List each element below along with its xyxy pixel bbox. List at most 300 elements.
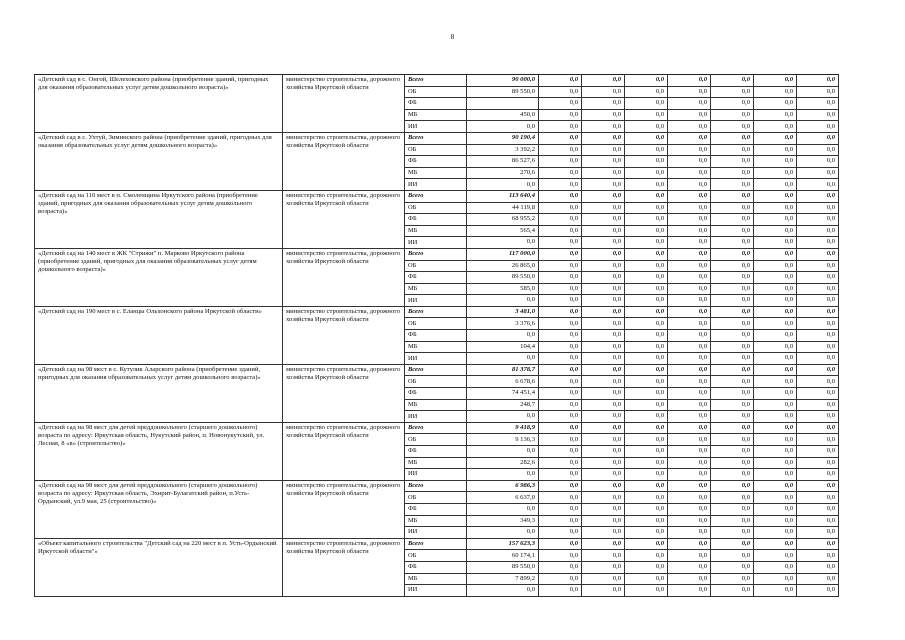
year-amount: 0,0	[797, 156, 839, 168]
total-amount: 104,4	[467, 341, 539, 353]
year-amount: 0,0	[797, 527, 839, 539]
year-amount: 0,0	[754, 341, 797, 353]
year-amount: 0,0	[582, 446, 625, 458]
total-amount: 7 899,2	[467, 573, 539, 585]
object-name: «Детский сад на 98 мест для детей преддошкольного (старшего дошкольного) возраста по адресу: Иркутская область, Нукутский район, п. Новонукутский, ул. Лесная, 8 «в» (строительство)»	[35, 422, 283, 480]
year-amount: 0,0	[797, 272, 839, 284]
year-amount: 0,0	[582, 353, 625, 365]
year-amount: 0,0	[539, 422, 582, 434]
year-amount: 0,0	[754, 561, 797, 573]
year-amount: 0,0	[797, 561, 839, 573]
object-group	[35, 190, 839, 248]
year-amount: 0,0	[668, 132, 711, 144]
year-amount: 0,0	[668, 237, 711, 249]
year-amount: 0,0	[668, 573, 711, 585]
year-amount: 0,0	[754, 573, 797, 585]
year-amount: 0,0	[797, 306, 839, 318]
year-amount: 0,0	[582, 202, 625, 214]
year-amount: 0,0	[625, 585, 668, 597]
year-amount: 0,0	[668, 283, 711, 295]
funding-source: МБ	[405, 109, 467, 121]
year-amount: 0,0	[711, 550, 754, 562]
year-amount: 0,0	[625, 411, 668, 423]
object-group	[35, 422, 839, 480]
year-amount: 0,0	[711, 132, 754, 144]
total-amount: 113 640,4	[467, 190, 539, 202]
total-amount: 565,4	[467, 225, 539, 237]
year-amount: 0,0	[582, 469, 625, 481]
year-amount: 0,0	[711, 353, 754, 365]
year-amount: 0,0	[711, 225, 754, 237]
year-amount: 0,0	[582, 132, 625, 144]
year-amount: 0,0	[797, 144, 839, 156]
year-amount: 0,0	[582, 98, 625, 110]
year-amount: 0,0	[668, 422, 711, 434]
year-amount: 0,0	[668, 341, 711, 353]
year-amount: 0,0	[625, 75, 668, 87]
year-amount: 0,0	[625, 260, 668, 272]
year-amount: 0,0	[668, 121, 711, 133]
total-amount: 157 623,3	[467, 538, 539, 550]
year-amount: 0,0	[754, 75, 797, 87]
total-amount: 86 527,6	[467, 156, 539, 168]
year-amount: 0,0	[668, 75, 711, 87]
funding-source: ИИ	[405, 527, 467, 539]
year-amount: 0,0	[625, 422, 668, 434]
total-amount: 0,0	[467, 237, 539, 249]
year-amount: 0,0	[754, 121, 797, 133]
total-amount: 89 550,0	[467, 561, 539, 573]
year-amount: 0,0	[625, 515, 668, 527]
total-amount: 450,0	[467, 109, 539, 121]
year-amount: 0,0	[754, 515, 797, 527]
funding-source: МБ	[405, 341, 467, 353]
year-amount: 0,0	[582, 179, 625, 191]
year-amount: 0,0	[539, 132, 582, 144]
year-amount: 0,0	[711, 283, 754, 295]
funding-source: ОБ	[405, 86, 467, 98]
year-amount: 0,0	[711, 144, 754, 156]
year-amount: 0,0	[625, 283, 668, 295]
year-amount: 0,0	[625, 156, 668, 168]
year-amount: 0,0	[539, 527, 582, 539]
year-amount: 0,0	[539, 585, 582, 597]
total-amount: 0,0	[467, 411, 539, 423]
total-amount: 0,0	[467, 179, 539, 191]
year-amount: 0,0	[539, 492, 582, 504]
year-amount: 0,0	[754, 446, 797, 458]
year-amount: 0,0	[668, 399, 711, 411]
total-amount	[467, 98, 539, 110]
year-amount: 0,0	[668, 515, 711, 527]
year-amount: 0,0	[582, 190, 625, 202]
year-amount: 0,0	[797, 550, 839, 562]
year-amount: 0,0	[754, 306, 797, 318]
year-amount: 0,0	[625, 109, 668, 121]
year-amount: 0,0	[625, 480, 668, 492]
year-amount: 0,0	[539, 144, 582, 156]
year-amount: 0,0	[582, 214, 625, 226]
year-amount: 0,0	[582, 585, 625, 597]
year-amount: 0,0	[754, 295, 797, 307]
year-amount: 0,0	[539, 538, 582, 550]
year-amount: 0,0	[797, 585, 839, 597]
year-amount: 0,0	[668, 109, 711, 121]
object-name: «Детский сад на 190 мест в с. Еланцы Ольхонского района Иркутской области»	[35, 306, 283, 364]
total-amount: 0,0	[467, 585, 539, 597]
year-amount: 0,0	[711, 515, 754, 527]
year-amount: 0,0	[754, 550, 797, 562]
year-amount: 0,0	[754, 260, 797, 272]
year-amount: 0,0	[754, 330, 797, 342]
funding-source: МБ	[405, 573, 467, 585]
year-amount: 0,0	[711, 86, 754, 98]
year-amount: 0,0	[797, 248, 839, 260]
funding-source: ФБ	[405, 561, 467, 573]
funding-source: ФБ	[405, 156, 467, 168]
year-amount: 0,0	[797, 388, 839, 400]
funding-source: Всего	[405, 248, 467, 260]
year-amount: 0,0	[668, 98, 711, 110]
year-amount: 0,0	[668, 202, 711, 214]
year-amount: 0,0	[625, 364, 668, 376]
year-amount: 0,0	[754, 214, 797, 226]
year-amount: 0,0	[539, 86, 582, 98]
year-amount: 0,0	[797, 330, 839, 342]
year-amount: 0,0	[625, 248, 668, 260]
object-name: «Детский сад на 98 мест в с. Кутулик Аларского района (приобретение зданий, пригодных для оказания образовательных услуг детям дошкольного возраста)»	[35, 364, 283, 422]
funding-source: ОБ	[405, 492, 467, 504]
year-amount: 0,0	[582, 376, 625, 388]
funding-source: ОБ	[405, 260, 467, 272]
year-amount: 0,0	[711, 98, 754, 110]
year-amount: 0,0	[711, 388, 754, 400]
year-amount: 0,0	[539, 202, 582, 214]
year-amount: 0,0	[668, 248, 711, 260]
year-amount: 0,0	[754, 202, 797, 214]
year-amount: 0,0	[625, 132, 668, 144]
year-amount: 0,0	[539, 480, 582, 492]
year-amount: 0,0	[582, 434, 625, 446]
year-amount: 0,0	[539, 399, 582, 411]
year-amount: 0,0	[625, 306, 668, 318]
funding-source: ОБ	[405, 550, 467, 562]
year-amount: 0,0	[668, 353, 711, 365]
year-amount: 0,0	[754, 353, 797, 365]
year-amount: 0,0	[797, 434, 839, 446]
year-amount: 0,0	[711, 376, 754, 388]
year-amount: 0,0	[711, 179, 754, 191]
year-amount: 0,0	[797, 295, 839, 307]
year-amount: 0,0	[668, 306, 711, 318]
funding-source: Всего	[405, 132, 467, 144]
total-amount: 0,0	[467, 446, 539, 458]
year-amount: 0,0	[668, 167, 711, 179]
funding-source: ФБ	[405, 214, 467, 226]
year-amount: 0,0	[711, 411, 754, 423]
year-amount: 0,0	[625, 179, 668, 191]
year-amount: 0,0	[625, 214, 668, 226]
year-amount: 0,0	[754, 248, 797, 260]
year-amount: 0,0	[668, 538, 711, 550]
funding-source: Всего	[405, 538, 467, 550]
year-amount: 0,0	[539, 318, 582, 330]
year-amount: 0,0	[754, 98, 797, 110]
object-group	[35, 480, 839, 538]
table-row	[35, 248, 839, 260]
total-amount: 89 550,0	[467, 272, 539, 284]
year-amount: 0,0	[539, 272, 582, 284]
table-row	[35, 538, 839, 550]
year-amount: 0,0	[797, 237, 839, 249]
year-amount: 0,0	[754, 480, 797, 492]
year-amount: 0,0	[797, 318, 839, 330]
year-amount: 0,0	[582, 411, 625, 423]
year-amount: 0,0	[711, 190, 754, 202]
total-amount: 0,0	[467, 330, 539, 342]
year-amount: 0,0	[668, 260, 711, 272]
year-amount: 0,0	[539, 306, 582, 318]
table-row	[35, 480, 839, 492]
year-amount: 0,0	[625, 144, 668, 156]
year-amount: 0,0	[754, 225, 797, 237]
executor-name: министерство строительства, дорожного хозяйства Иркутской области	[283, 132, 405, 190]
funding-source: Всего	[405, 306, 467, 318]
year-amount: 0,0	[539, 283, 582, 295]
year-amount: 0,0	[582, 422, 625, 434]
year-amount: 0,0	[625, 550, 668, 562]
object-group	[35, 306, 839, 364]
total-amount: 270,6	[467, 167, 539, 179]
funding-source: ОБ	[405, 434, 467, 446]
year-amount: 0,0	[625, 492, 668, 504]
year-amount: 0,0	[711, 295, 754, 307]
executor-name: министерство строительства, дорожного хозяйства Иркутской области	[283, 248, 405, 306]
year-amount: 0,0	[625, 272, 668, 284]
table-row	[35, 364, 839, 376]
year-amount: 0,0	[754, 179, 797, 191]
year-amount: 0,0	[711, 457, 754, 469]
year-amount: 0,0	[797, 121, 839, 133]
funding-source: ИИ	[405, 585, 467, 597]
year-amount: 0,0	[625, 457, 668, 469]
year-amount: 0,0	[711, 306, 754, 318]
executor-name: министерство строительства, дорожного хозяйства Иркутской области	[283, 190, 405, 248]
year-amount: 0,0	[582, 167, 625, 179]
year-amount: 0,0	[582, 515, 625, 527]
year-amount: 0,0	[582, 561, 625, 573]
total-amount: 81 378,7	[467, 364, 539, 376]
funding-source: МБ	[405, 283, 467, 295]
object-group	[35, 75, 839, 133]
budget-table	[34, 74, 839, 597]
object-name: «Детский сад в с. Ухтуй, Зиминского района (приобретение зданий, пригодных для оказания образовательных услуг детям дошкольного возраста)»	[35, 132, 283, 190]
year-amount: 0,0	[797, 109, 839, 121]
object-name: «Объект капитального строительства "Детский сад на 220 мест в п. Усть-Ордынский Иркутской области"»	[35, 538, 283, 596]
year-amount: 0,0	[582, 248, 625, 260]
year-amount: 0,0	[582, 388, 625, 400]
year-amount: 0,0	[668, 480, 711, 492]
year-amount: 0,0	[668, 550, 711, 562]
executor-name: министерство строительства, дорожного хозяйства Иркутской области	[283, 364, 405, 422]
year-amount: 0,0	[668, 376, 711, 388]
executor-name: министерство строительства, дорожного хозяйства Иркутской области	[283, 538, 405, 596]
year-amount: 0,0	[625, 446, 668, 458]
year-amount: 0,0	[754, 399, 797, 411]
year-amount: 0,0	[539, 179, 582, 191]
year-amount: 0,0	[797, 399, 839, 411]
year-amount: 0,0	[668, 190, 711, 202]
funding-source: ИИ	[405, 237, 467, 249]
funding-source: МБ	[405, 167, 467, 179]
year-amount: 0,0	[668, 272, 711, 284]
year-amount: 0,0	[625, 318, 668, 330]
year-amount: 0,0	[797, 75, 839, 87]
total-amount: 74 451,4	[467, 388, 539, 400]
year-amount: 0,0	[797, 469, 839, 481]
year-amount: 0,0	[625, 353, 668, 365]
funding-source: ОБ	[405, 144, 467, 156]
year-amount: 0,0	[797, 353, 839, 365]
year-amount: 0,0	[668, 561, 711, 573]
funding-source: ОБ	[405, 202, 467, 214]
year-amount: 0,0	[539, 109, 582, 121]
funding-source: ФБ	[405, 98, 467, 110]
year-amount: 0,0	[797, 480, 839, 492]
year-amount: 0,0	[754, 434, 797, 446]
year-amount: 0,0	[539, 341, 582, 353]
total-amount: 282,6	[467, 457, 539, 469]
year-amount: 0,0	[797, 573, 839, 585]
year-amount: 0,0	[539, 225, 582, 237]
year-amount: 0,0	[625, 202, 668, 214]
year-amount: 0,0	[711, 272, 754, 284]
year-amount: 0,0	[539, 573, 582, 585]
year-amount: 0,0	[754, 503, 797, 515]
funding-source: Всего	[405, 422, 467, 434]
table-row	[35, 306, 839, 318]
year-amount: 0,0	[711, 330, 754, 342]
year-amount: 0,0	[711, 492, 754, 504]
year-amount: 0,0	[625, 225, 668, 237]
funding-source: МБ	[405, 457, 467, 469]
year-amount: 0,0	[625, 330, 668, 342]
funding-source: МБ	[405, 225, 467, 237]
year-amount: 0,0	[668, 179, 711, 191]
funding-source: ФБ	[405, 446, 467, 458]
year-amount: 0,0	[797, 422, 839, 434]
funding-source: ИИ	[405, 121, 467, 133]
funding-source: ФБ	[405, 330, 467, 342]
year-amount: 0,0	[711, 237, 754, 249]
year-amount: 0,0	[582, 260, 625, 272]
year-amount: 0,0	[539, 98, 582, 110]
year-amount: 0,0	[539, 156, 582, 168]
year-amount: 0,0	[539, 561, 582, 573]
year-amount: 0,0	[539, 457, 582, 469]
total-amount: 585,0	[467, 283, 539, 295]
year-amount: 0,0	[754, 318, 797, 330]
year-amount: 0,0	[711, 527, 754, 539]
year-amount: 0,0	[539, 121, 582, 133]
year-amount: 0,0	[539, 503, 582, 515]
year-amount: 0,0	[625, 573, 668, 585]
object-name: «Детский сад на 140 мест в ЖК "Стрижи" п. Марково Иркутского района (приобретение зданий, пригодных для оказания образовательных услуг детям дошкольного возраста)»	[35, 248, 283, 306]
year-amount: 0,0	[797, 492, 839, 504]
year-amount: 0,0	[625, 561, 668, 573]
year-amount: 0,0	[582, 550, 625, 562]
year-amount: 0,0	[668, 446, 711, 458]
year-amount: 0,0	[711, 434, 754, 446]
total-amount: 3 392,2	[467, 144, 539, 156]
total-amount: 6 637,0	[467, 492, 539, 504]
total-amount: 0,0	[467, 121, 539, 133]
year-amount: 0,0	[711, 573, 754, 585]
year-amount: 0,0	[711, 399, 754, 411]
year-amount: 0,0	[625, 469, 668, 481]
year-amount: 0,0	[668, 295, 711, 307]
year-amount: 0,0	[539, 411, 582, 423]
year-amount: 0,0	[582, 295, 625, 307]
year-amount: 0,0	[582, 503, 625, 515]
year-amount: 0,0	[754, 132, 797, 144]
total-amount: 248,7	[467, 399, 539, 411]
year-amount: 0,0	[539, 353, 582, 365]
year-amount: 0,0	[797, 411, 839, 423]
year-amount: 0,0	[539, 364, 582, 376]
total-amount: 0,0	[467, 527, 539, 539]
year-amount: 0,0	[754, 237, 797, 249]
total-amount: 60 174,1	[467, 550, 539, 562]
year-amount: 0,0	[625, 237, 668, 249]
object-name: «Детский сад в с. Онгой, Шелеховского района (приобретение зданий, пригодных для оказания образовательных услуг детям дошкольного возраста)»	[35, 75, 283, 133]
year-amount: 0,0	[754, 469, 797, 481]
year-amount: 0,0	[668, 318, 711, 330]
year-amount: 0,0	[582, 330, 625, 342]
funding-source: ФБ	[405, 388, 467, 400]
funding-source: Всего	[405, 364, 467, 376]
year-amount: 0,0	[625, 121, 668, 133]
funding-source: ИИ	[405, 179, 467, 191]
year-amount: 0,0	[668, 156, 711, 168]
year-amount: 0,0	[711, 422, 754, 434]
year-amount: 0,0	[711, 248, 754, 260]
year-amount: 0,0	[625, 190, 668, 202]
year-amount: 0,0	[582, 75, 625, 87]
year-amount: 0,0	[797, 260, 839, 272]
year-amount: 0,0	[668, 225, 711, 237]
year-amount: 0,0	[539, 434, 582, 446]
year-amount: 0,0	[625, 295, 668, 307]
total-amount: 9 418,9	[467, 422, 539, 434]
year-amount: 0,0	[582, 237, 625, 249]
year-amount: 0,0	[754, 538, 797, 550]
year-amount: 0,0	[582, 86, 625, 98]
funding-source: ИИ	[405, 411, 467, 423]
funding-source: ИИ	[405, 295, 467, 307]
total-amount: 349,3	[467, 515, 539, 527]
year-amount: 0,0	[539, 190, 582, 202]
total-amount: 3 376,6	[467, 318, 539, 330]
year-amount: 0,0	[754, 272, 797, 284]
year-amount: 0,0	[797, 503, 839, 515]
total-amount: 0,0	[467, 469, 539, 481]
year-amount: 0,0	[797, 376, 839, 388]
year-amount: 0,0	[539, 295, 582, 307]
year-amount: 0,0	[711, 341, 754, 353]
object-group	[35, 132, 839, 190]
object-name: «Детский сад на 110 мест в п. Смоленщина Иркутского района (приобретение зданий, пригодных для оказания образовательных услуг детям дошкольного возраста)»	[35, 190, 283, 248]
